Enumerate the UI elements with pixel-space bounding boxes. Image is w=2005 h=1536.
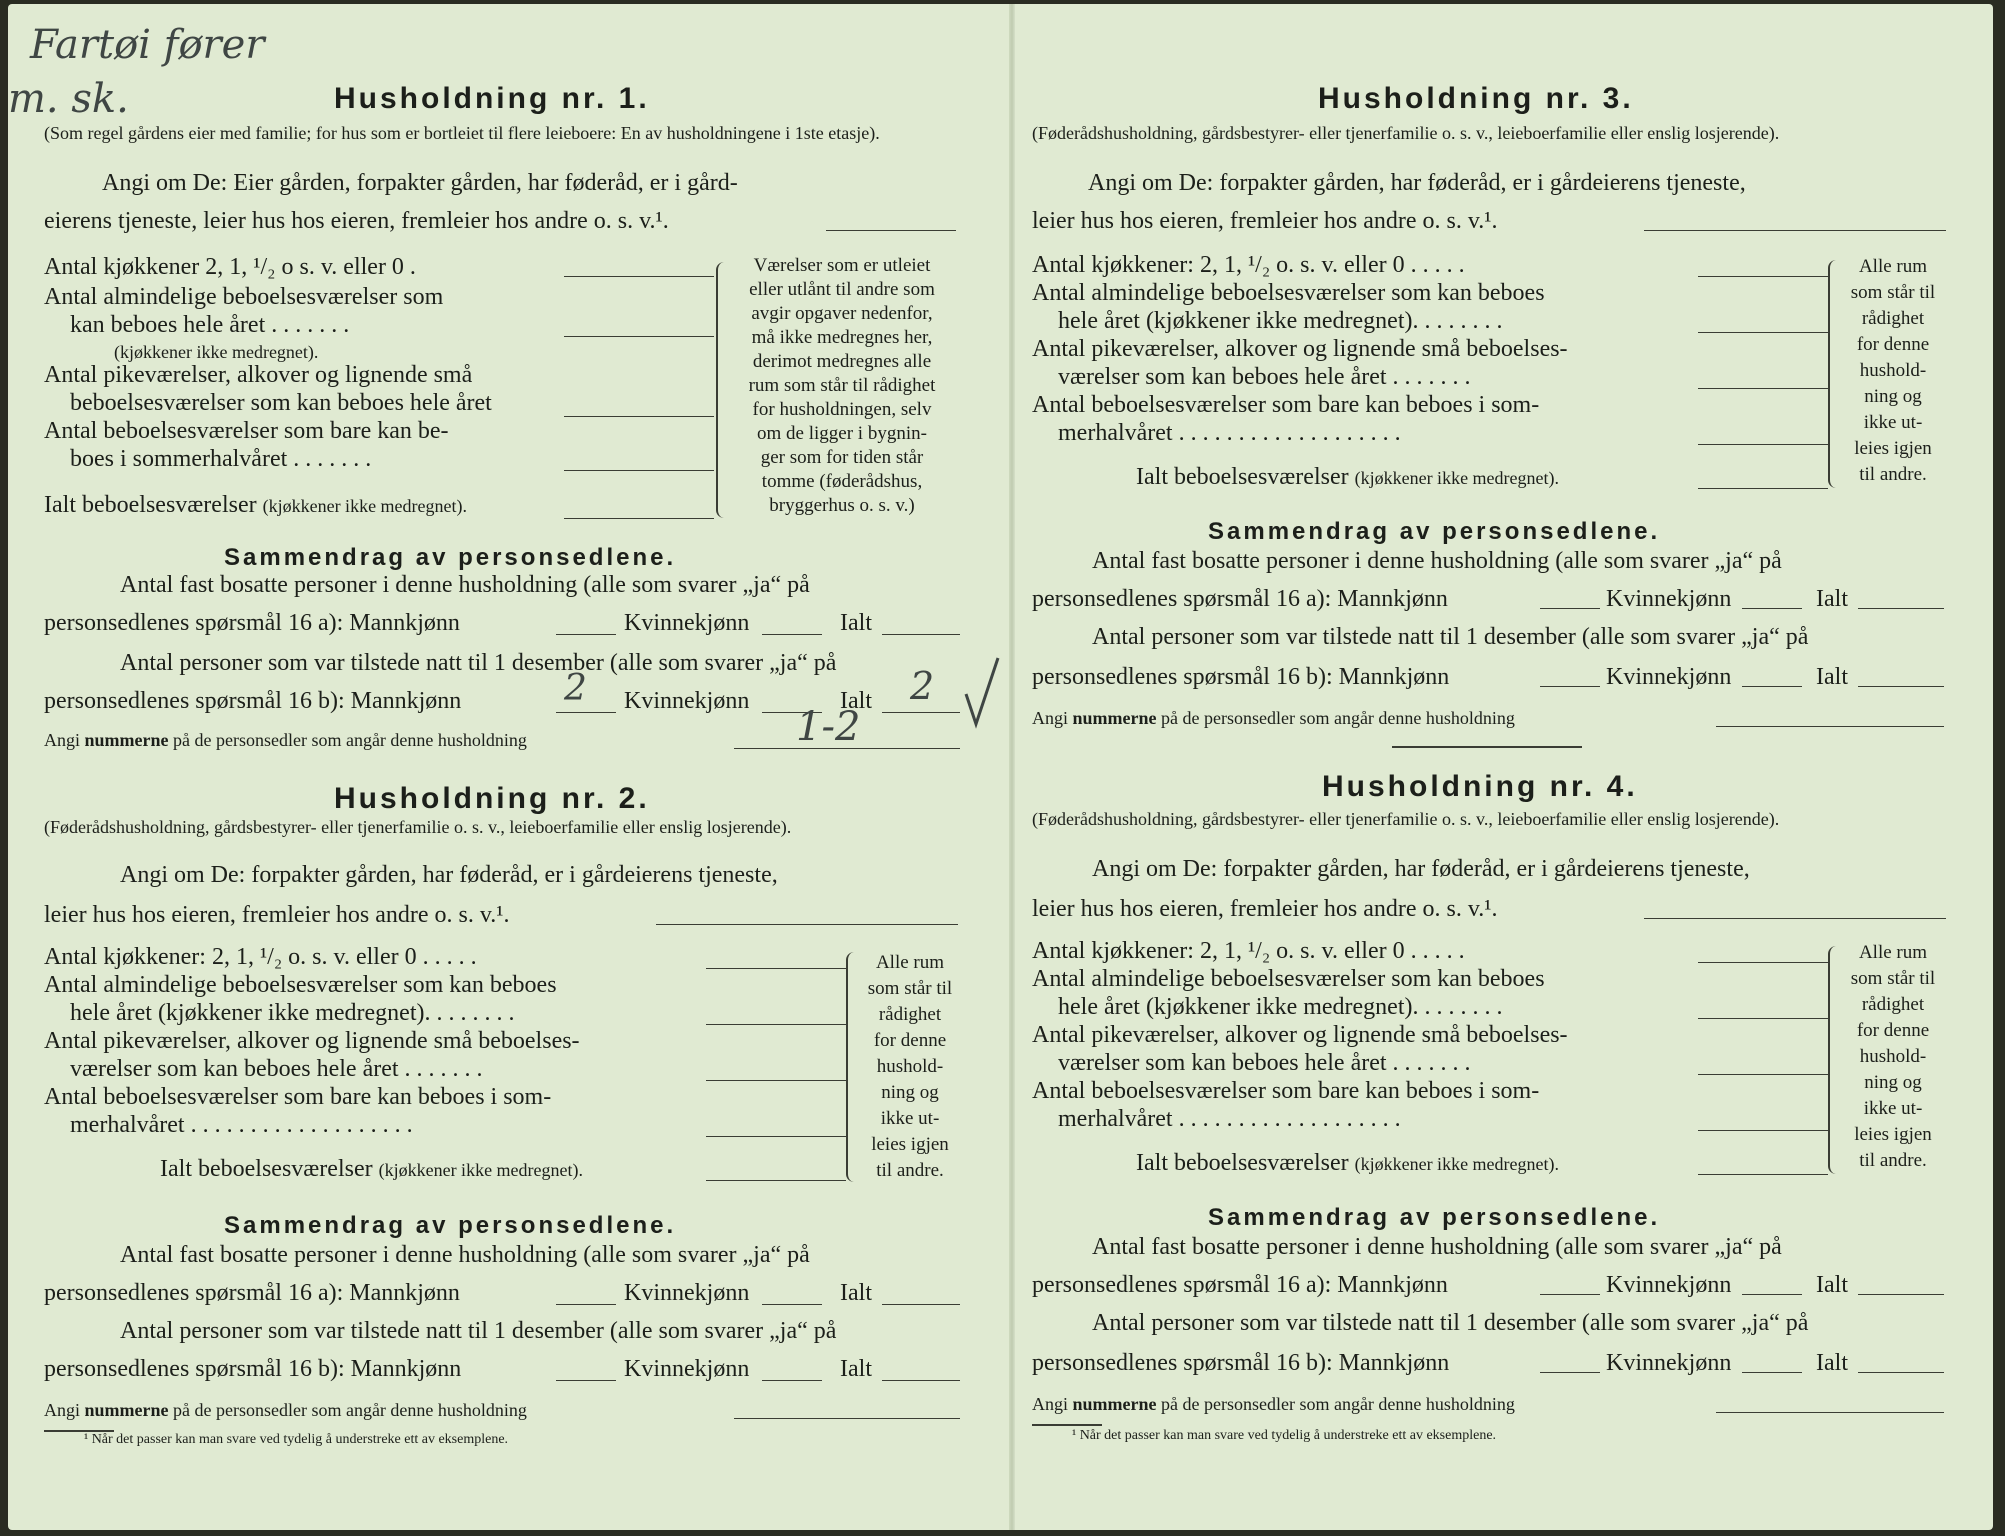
hh3-16a-male-field[interactable] [1540,608,1600,609]
hh2-16a-total-label: Ialt [840,1280,872,1306]
hh1-angi-line1: Angi om De: Eier gården, forpakter gården, har føderåd, er i gård- [102,170,738,196]
hh4-rooms-label-b: hele året (kjøkkener ikke medregnet). . . . . . . . [1058,994,1503,1020]
footnote-rule-right [1032,1424,1102,1426]
hh2-angi-line2: leier hus hos eieren, fremleier hos andre o. s. v.¹. [44,902,510,928]
hh2-kitchens-label: Antal kjøkkener: 2, 1, ¹/₂ o. s. v. eller 0 . . . . . [44,944,477,970]
hh4-rooms-label-a: Antal almindelige beboelsesværelser som kan beboes [1032,966,1545,992]
handwritten-corner-line2: m. sk. [8,76,129,122]
hh1-16a-female-label: Kvinnekjønn [624,610,750,636]
hh3-summer-rooms-field[interactable] [1698,444,1828,445]
hh4-total-label: Ialt beboelsesværelser (kjøkkener ikke medregnet). [1136,1150,1560,1176]
hh4-side-note: Alle rum som står til rådighet for denne hushold- ning og ikke ut- leies igjen til andre. [1850,942,1936,1171]
hh2-16a-total-field[interactable] [882,1304,960,1305]
hh4-summary-16b-line1: Antal personer som var tilstede natt til 1 desember (alle som svarer „ja“ på [1092,1310,1809,1336]
hh3-16a-female-label: Kvinnekjønn [1606,586,1732,612]
hh4-summary-title: Sammendrag av personsedlene. [1208,1204,1661,1231]
footnote-right: ¹ Når det passer kan man svare ved tydelig å understreke ett av eksemplene. [1072,1428,1497,1443]
hh3-summer-rooms-a: Antal beboelsesværelser som bare kan beboes i som- [1032,392,1540,418]
handwritten-corner-line1: Fartøi fører [30,22,265,68]
hh1-title: Husholdning nr. 1. [334,82,650,115]
hh2-summer-rooms-a: Antal beboelsesværelser som bare kan beboes i som- [44,1084,552,1110]
hh3-16b-male-field[interactable] [1540,686,1600,687]
hh2-rooms-field[interactable] [706,1024,846,1025]
hh4-note: (Føderådshusholdning, gårdsbestyrer- eller tjenerfamilie o. s. v., leieboerfamilie eller enslig losjerende). [1032,809,1780,829]
hh3-summary-16a-line1: Antal fast bosatte personer i denne husholdning (alle som svarer „ja“ på [1092,548,1782,574]
hh3-angi-line2: leier hus hos eieren, fremleier hos andre o. s. v.¹. [1032,208,1498,234]
hh1-16b-male-answer: 2 [564,668,587,709]
hh2-total-field[interactable] [706,1180,846,1181]
hh2-title: Husholdning nr. 2. [334,782,650,815]
hh3-title: Husholdning nr. 3. [1318,82,1634,115]
hh2-summary-title: Sammendrag av personsedlene. [224,1212,677,1239]
hh4-rooms-field[interactable] [1698,1018,1828,1019]
hh3-16b-total-field[interactable] [1858,686,1944,687]
hh2-summary-16b-line2: personsedlenes spørsmål 16 b): Mannkjønn [44,1356,462,1382]
hh4-maid-rooms-b: værelser som kan beboes hele året . . . . . . . [1058,1050,1471,1076]
hh3-side-note: Alle rum som står til rådighet for denne hushold- ning og ikke ut- leies igjen til andre. [1850,256,1936,485]
hh4-maid-rooms-field[interactable] [1698,1074,1828,1075]
hh1-maid-rooms-field[interactable] [564,416,714,417]
hh1-16b-total-label: Ialt [840,688,872,714]
hh4-numbers-label: Angi nummerne på de personsedler som angår denne husholdning [1032,1394,1515,1414]
hh1-summary-title: Sammendrag av personsedlene. [224,544,677,571]
hh1-maid-rooms-a: Antal pikeværelser, alkover og lignende små [44,362,473,388]
hh3-separator [1392,746,1582,748]
check-mark-icon [962,654,1002,734]
hh1-summary-16b-line2: personsedlenes spørsmål 16 b): Mannkjønn [44,688,462,714]
hh3-summary-16b-line2: personsedlenes spørsmål 16 b): Mannkjønn [1032,664,1450,690]
hh1-side-note: Værelser som er utleiet eller utlånt til andre som avgir opgaver nedenfor, må ikke medregnes her, derimot medregnes alle rum som står til rådighet for husholdningen, selv om de ligger i bygnin- ger som for tiden står tomme (føderådshus, bryggerhus o. s. v.) [748,255,936,516]
hh3-rooms-label-a: Antal almindelige beboelsesværelser som kan beboes [1032,280,1545,306]
hh3-16a-total-label: Ialt [1816,586,1848,612]
hh1-16b-total-field[interactable] [882,712,960,713]
hh4-16a-female-label: Kvinnekjønn [1606,1272,1732,1298]
page-fold [1009,4,1015,1530]
hh3-rooms-field[interactable] [1698,332,1828,333]
hh1-angi-line2: eierens tjeneste, leier hus hos eieren, fremleier hos andre o. s. v.¹. [44,208,669,234]
hh3-total-label: Ialt beboelsesværelser (kjøkkener ikke medregnet). [1136,464,1560,490]
hh3-summer-rooms-b: merhalvåret . . . . . . . . . . . . . . . . . . . [1058,420,1401,446]
hh1-summer-rooms-a: Antal beboelsesværelser som bare kan be- [44,418,449,444]
hh1-rooms-label-a: Antal almindelige beboelsesværelser som [44,284,444,310]
hh4-16b-male-field[interactable] [1540,1372,1600,1373]
hh1-summer-rooms-b: boes i sommerhalvåret . . . . . . . [70,446,372,472]
hh2-16a-male-field[interactable] [556,1304,616,1305]
hh2-summary-16b-line1: Antal personer som var tilstede natt til 1 desember (alle som svarer „ja“ på [120,1318,837,1344]
hh2-summary-16a-line2: personsedlenes spørsmål 16 a): Mannkjønn [44,1280,460,1306]
hh1-summary-16a-line2: personsedlenes spørsmål 16 a): Mannkjønn [44,610,460,636]
hh2-numbers-label: Angi nummerne på de personsedler som angår denne husholdning [44,1400,527,1420]
hh1-angi-answer-line[interactable] [826,230,956,231]
hh2-16b-total-label: Ialt [840,1356,872,1382]
hh2-rooms-label-b: hele året (kjøkkener ikke medregnet). . . . . . . . [70,1000,515,1026]
hh1-rooms-label-b: kan beboes hele året . . . . . . . [70,312,350,338]
hh3-rooms-label-b: hele året (kjøkkener ikke medregnet). . . . . . . . [1058,308,1503,334]
hh4-summary-16a-line1: Antal fast bosatte personer i denne husholdning (alle som svarer „ja“ på [1092,1234,1782,1260]
hh4-numbers-field[interactable] [1716,1412,1944,1413]
hh4-kitchens-label: Antal kjøkkener: 2, 1, ¹/₂ o. s. v. eller 0 . . . . . [1032,938,1465,964]
hh2-16b-female-field[interactable] [762,1380,822,1381]
hh2-16a-female-label: Kvinnekjønn [624,1280,750,1306]
hh4-angi-line2: leier hus hos eieren, fremleier hos andre o. s. v.¹. [1032,896,1498,922]
hh4-16b-total-field[interactable] [1858,1372,1944,1373]
hh4-summary-16a-line2: personsedlenes spørsmål 16 a): Mannkjønn [1032,1272,1448,1298]
hh2-angi-line1: Angi om De: forpakter gården, har føderåd, er i gårdeierens tjeneste, [120,862,778,888]
hh4-summer-rooms-field[interactable] [1698,1130,1828,1131]
hh3-16b-female-field[interactable] [1742,686,1802,687]
hh2-16b-male-field[interactable] [556,1380,616,1381]
hh4-total-field[interactable] [1698,1174,1828,1175]
hh1-16b-male-field[interactable] [556,712,616,713]
hh2-16b-female-label: Kvinnekjønn [624,1356,750,1382]
hh4-angi-line1: Angi om De: forpakter gården, har føderåd, er i gårdeierens tjeneste, [1092,856,1750,882]
census-form-sheet [8,4,1993,1530]
hh1-kitchens-field[interactable] [564,276,714,277]
hh1-summary-16b-line1: Antal personer som var tilstede natt til 1 desember (alle som svarer „ja“ på [120,650,837,676]
hh4-summer-rooms-a: Antal beboelsesværelser som bare kan beboes i som- [1032,1078,1540,1104]
hh2-16b-total-field[interactable] [882,1380,960,1381]
hh4-16a-female-field[interactable] [1742,1294,1802,1295]
hh1-numbers-answer: 1-2 [796,704,861,750]
hh3-numbers-field[interactable] [1716,726,1944,727]
hh1-kitchens-label: Antal kjøkkener 2, 1, ¹/₂ o s. v. eller 0 . [44,254,416,280]
hh1-16a-female-field[interactable] [762,634,822,635]
hh1-summary-16a-line1: Antal fast bosatte personer i denne husholdning (alle som svarer „ja“ på [120,572,810,598]
hh4-summer-rooms-b: merhalvåret . . . . . . . . . . . . . . . . . . . [1058,1106,1401,1132]
hh2-summer-rooms-field[interactable] [706,1136,846,1137]
hh3-maid-rooms-b: værelser som kan beboes hele året . . . . . . . [1058,364,1471,390]
footnote-left: ¹ Når det passer kan man svare ved tydelig å understreke ett av eksemplene. [84,1432,509,1447]
hh1-summer-rooms-field[interactable] [564,470,714,471]
hh4-16b-female-field[interactable] [1742,1372,1802,1373]
hh1-16b-total-answer: 2 [910,664,935,708]
hh2-maid-rooms-a: Antal pikeværelser, alkover og lignende små beboelses- [44,1028,580,1054]
hh1-rooms-note: (kjøkkener ikke medregnet). [114,342,319,362]
hh4-kitchens-field[interactable] [1698,962,1828,963]
hh3-16b-total-label: Ialt [1816,664,1848,690]
hh2-total-label: Ialt beboelsesværelser (kjøkkener ikke medregnet). [160,1156,584,1182]
hh1-16a-total-label: Ialt [840,610,872,636]
hh1-maid-rooms-b: beboelsesværelser som kan beboes hele året [70,390,492,416]
hh3-16a-total-field[interactable] [1858,608,1944,609]
hh4-16a-total-field[interactable] [1858,1294,1944,1295]
hh1-total-field[interactable] [564,518,714,519]
hh2-maid-rooms-b: værelser som kan beboes hele året . . . . . . . [70,1056,483,1082]
hh4-16a-male-field[interactable] [1540,1294,1600,1295]
hh3-numbers-label: Angi nummerne på de personsedler som angår denne husholdning [1032,708,1515,728]
hh1-16a-male-field[interactable] [556,634,616,635]
hh1-rooms-field[interactable] [564,336,714,337]
hh3-16b-female-label: Kvinnekjønn [1606,664,1732,690]
hh2-kitchens-field[interactable] [706,968,846,969]
hh1-16b-female-label: Kvinnekjønn [624,688,750,714]
hh1-total-label: Ialt beboelsesværelser (kjøkkener ikke medregnet). [44,492,468,518]
hh4-maid-rooms-a: Antal pikeværelser, alkover og lignende små beboelses- [1032,1022,1568,1048]
hh1-16a-total-field[interactable] [882,634,960,635]
hh3-maid-rooms-field[interactable] [1698,388,1828,389]
hh3-summary-16a-line2: personsedlenes spørsmål 16 a): Mannkjønn [1032,586,1448,612]
hh1-note: (Som regel gårdens eier med familie; for hus som er bortleiet til flere leieboere: En av husholdningene i 1ste etasje). [44,123,880,143]
hh3-total-field[interactable] [1698,488,1828,489]
hh2-numbers-field[interactable] [734,1418,960,1419]
hh2-rooms-label-a: Antal almindelige beboelsesværelser som kan beboes [44,972,557,998]
hh3-angi-line1: Angi om De: forpakter gården, har føderåd, er i gårdeierens tjeneste, [1088,170,1746,196]
hh3-summary-title: Sammendrag av personsedlene. [1208,518,1661,545]
hh3-note: (Føderådshusholdning, gårdsbestyrer- eller tjenerfamilie o. s. v., leieboerfamilie eller enslig losjerende). [1032,123,1780,143]
hh2-note: (Føderådshusholdning, gårdsbestyrer- eller tjenerfamilie o. s. v., leieboerfamilie eller enslig losjerende). [44,817,792,837]
hh4-angi-answer-line[interactable] [1644,918,1946,919]
hh2-summer-rooms-b: merhalvåret . . . . . . . . . . . . . . . . . . . [70,1112,413,1138]
hh2-side-note: Alle rum som står til rådighet for denne hushold- ning og ikke ut- leies igjen til andre. [867,952,953,1181]
hh2-maid-rooms-field[interactable] [706,1080,846,1081]
hh2-16a-female-field[interactable] [762,1304,822,1305]
hh4-16b-total-label: Ialt [1816,1350,1848,1376]
hh3-summary-16b-line1: Antal personer som var tilstede natt til 1 desember (alle som svarer „ja“ på [1092,624,1809,650]
hh4-title: Husholdning nr. 4. [1322,770,1638,803]
hh3-maid-rooms-a: Antal pikeværelser, alkover og lignende små beboelses- [1032,336,1568,362]
hh3-16a-female-field[interactable] [1742,608,1802,609]
hh3-kitchens-label: Antal kjøkkener: 2, 1, ¹/₂ o. s. v. eller 0 . . . . . [1032,252,1465,278]
hh2-angi-answer-line[interactable] [656,924,958,925]
hh4-16b-female-label: Kvinnekjønn [1606,1350,1732,1376]
hh3-kitchens-field[interactable] [1698,276,1828,277]
hh3-angi-answer-line[interactable] [1644,230,1946,231]
hh2-summary-16a-line1: Antal fast bosatte personer i denne husholdning (alle som svarer „ja“ på [120,1242,810,1268]
hh4-16a-total-label: Ialt [1816,1272,1848,1298]
hh1-numbers-label: Angi nummerne på de personsedler som angår denne husholdning [44,730,527,750]
hh4-summary-16b-line2: personsedlenes spørsmål 16 b): Mannkjønn [1032,1350,1450,1376]
